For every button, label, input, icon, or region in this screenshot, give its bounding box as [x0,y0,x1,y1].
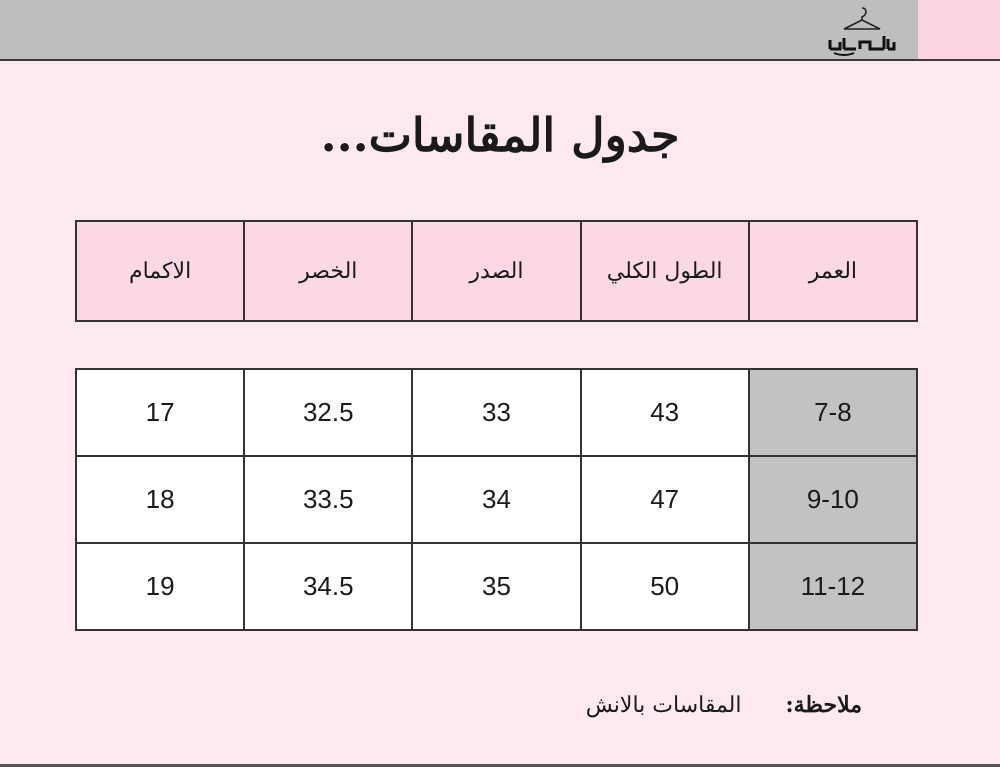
note-text: المقاسات بالانش [585,693,742,718]
cell-length: 43 [581,369,749,456]
page-title: جدول المقاسات... [320,108,680,162]
size-data-table [75,368,918,631]
top-bar-accent [918,0,1000,59]
table-row [76,369,917,456]
note-label: ملاحظة: [785,692,862,718]
cell-waist: 32.5 [244,369,412,456]
table-row [76,543,917,630]
header-age: العمر [749,221,917,321]
header-waist: الخصر [244,221,412,321]
cell-age: 9-10 [749,456,917,543]
cell-age: 7-8 [749,369,917,456]
header-chest: الصدر [412,221,580,321]
cell-chest: 33 [412,369,580,456]
cell-age: 11-12 [749,543,917,630]
header-length: الطول الكلي [581,221,749,321]
cell-sleeves: 19 [76,543,244,630]
cell-waist: 33.5 [244,456,412,543]
note [586,692,862,718]
table-row [76,456,917,543]
cell-waist: 34.5 [244,543,412,630]
header-sleeves: الاكمام [76,221,244,321]
cell-chest: 35 [412,543,580,630]
cell-sleeves: 18 [76,456,244,543]
size-header-table [75,220,918,322]
cell-chest: 34 [412,456,580,543]
header-row [76,221,917,321]
cell-sleeves: 17 [76,369,244,456]
cell-length: 47 [581,456,749,543]
hanger-logo-icon [826,2,898,56]
cell-length: 50 [581,543,749,630]
